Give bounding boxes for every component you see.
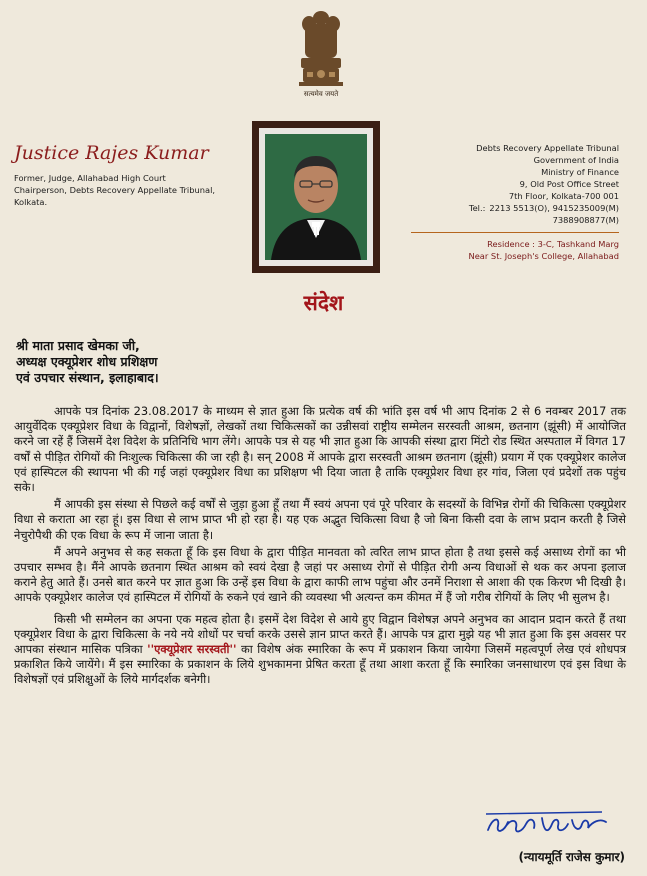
office-line: 9, Old Post Office Street: [519, 179, 619, 189]
paragraph-text: किसी भी सम्मेलन का अपना एक महत्व होता है। इसमें देश विदेश से आये हुए विद्वान विशेषज्ञ अपने अनुभव का आदान प्रदान करते हैं तथा एक्यूप्रेशर विधा के द्वारा चिकित्सा के नये नये शोधों पर चर्चा करके उससे ज्ञान प्राप्त करते हैं। आपके पत्र द्वारा मुझे यह भी ज्ञात हुआ कि इस अवसर पर आपका संस्थान मासिक पत्रिका: [14, 611, 627, 657]
signatory-line: Former, Judge, Allahabad High Court: [14, 173, 166, 183]
office-line: Government of India: [533, 155, 619, 165]
tel-value: 2213 5513(O), 9415235009(M): [489, 203, 619, 213]
addressee-line: अध्यक्ष एक्यूप्रेशर शोध प्रशिक्षण: [16, 354, 158, 369]
page-title: संदेश: [303, 291, 344, 315]
photo-frame: [252, 121, 380, 273]
signatory-line: Kolkata.: [14, 197, 48, 207]
addressee-line: एवं उपचार संस्थान, इलाहाबाद।: [16, 370, 159, 385]
mobile-number: 7388908877(M): [552, 215, 619, 225]
paragraph: मैं अपने अनुभव से कह सकता हूँ कि इस विधा के द्वारा पीड़ित मानवता को त्वरित लाभ प्राप्त होता है तथा इससे कई असाध्य रोगों का भी उपचार सम्भव है। मैंने आपके छतनाग स्थित आश्रम को स्वयं देखा है जहां पर असाध्य रोगों से पीड़ित रोगी अन्य विधाओं से थक कर अपना इलाज कराने हेतु आते हैं। उनसे बात करने पर ज्ञात हुआ कि उन्हें इस विधा के द्वारा काफी लाभ पहुंचा और उनमें निराशा से आशा की एक किरण भी दिखी है। आपके एक्यूप्रेशर कालेज एवं हास्पिटल में रोगियों के रुकने एवं खाने की व्यवस्था भी अत्यन्त कम कीमत में हैं जो गरीब रोगियों के लिए भी सुलभ है।: [14, 544, 626, 605]
office-line: Debts Recovery Appellate Tribunal: [476, 143, 619, 153]
addressee: [16, 338, 159, 386]
paragraph: आपके पत्र दिनांक 23.08.2017 के माध्यम से ज्ञात हुआ कि प्रत्येक वर्ष की भांति इस वर्ष भी आप दिनांक 2 से 6 नवम्बर 2017 तक आयुर्वेदिक एक्यूप्रेशर विधा के विद्वानों, विशेषज्ञों, लेखकों तथा चिकित्सकों का उन्नीसवां राष्ट्रीय सम्मेलन सरस्वती आश्रम, छतनाग (झूंसी) में आयोजित करने जा रहें हैं जिसमें देश विदेश के प्रतिनिधि भाग लेंगे। आपके पत्र से यह भी ज्ञात हुआ कि आपकी संस्था द्वारा मिंटो रोड स्थित अस्पताल में विगत 17 वर्षों से पीड़ित रोगियों की निःशुल्क चिकित्सा की जा रही है। सन् 2008 में आपके द्वारा सरस्वती आश्रम छतनाग (झूंसी) प्रयाग में एक एक्यूप्रेशर कालेज एवं हास्पिटल की स्थापना भी की गई जहां एक्यूप्रेशर विधा का प्रशिक्षण भी दिया जाता है ताकि एक्यूप्रेशर विधा हर गांव, जिला एवं प्रदेशों तक पहुंच सके।: [14, 404, 626, 495]
telephone-row: [389, 202, 619, 214]
signatory-name: Justice Rajes Kumar: [14, 142, 209, 164]
address-divider: [411, 232, 619, 233]
addressee-line: श्री माता प्रसाद खेमका जी,: [16, 338, 140, 353]
office-line: 7th Floor, Kolkata-700 001: [508, 191, 619, 201]
paragraph-text: का विशेष अंक स्मारिका के रूप में प्रकाशन किया जायेगा जिसमें महत्वपूर्ण लेख एवं शोधपत्र प्रकाशित किये जायेंगे। मैं इस स्मारिका के प्रकाशन के लिये शुभकामना प्रेषित करता हूँ तथा आशा करता हूँ कि स्मारिका जनसाधारण एवं इस विधा के विशेषज्ञों एवं प्रशिक्षुओं के लिये मार्गदर्शक बनेगी।: [14, 642, 626, 687]
ashoka-emblem-icon: [293, 8, 349, 92]
portrait-photo-icon: [265, 134, 367, 260]
office-address: [389, 142, 619, 262]
signature-name: (न्यायमूर्ति राजेस कुमार): [518, 850, 625, 864]
message-body: [14, 404, 626, 690]
emblem: [289, 8, 353, 104]
handwritten-signature-icon: [482, 808, 612, 842]
magazine-name: ''एक्यूप्रेशर सरस्वती'': [147, 642, 237, 657]
office-line: Ministry of Finance: [541, 167, 619, 177]
paragraph: [14, 612, 626, 688]
tel-label: Tel.:: [468, 203, 486, 213]
emblem-motto: सत्यमेव जयते: [303, 90, 339, 98]
residence-line: Near St. Joseph's College, Allahabad: [468, 251, 619, 261]
paragraph: मैं आपकी इस संस्था से पिछले कई वर्षों से जुड़ा हुआ हूँ तथा मैं स्वयं अपना एवं पूरे परिवार के सदस्यों के विभिन्न रोगों की चिकित्सा एक्यूप्रेशर विधा से कराता आ रहा हूं। इस विधा से लाभ प्राप्त भी हो रहा है। यह एक अद्भुत चिकित्सा विधा है जो बिना किसी दवा के लाभ प्रदान करती है जिसे नेचुरोपैथी की एक विधा के रूप में जाना जाता है।: [14, 497, 626, 542]
signatory-line: Chairperson, Debts Recovery Appellate Tribunal,: [14, 185, 216, 195]
residence-line: Residence : 3-C, Tashkand Marg: [487, 239, 619, 249]
signatory-block: [14, 142, 244, 208]
